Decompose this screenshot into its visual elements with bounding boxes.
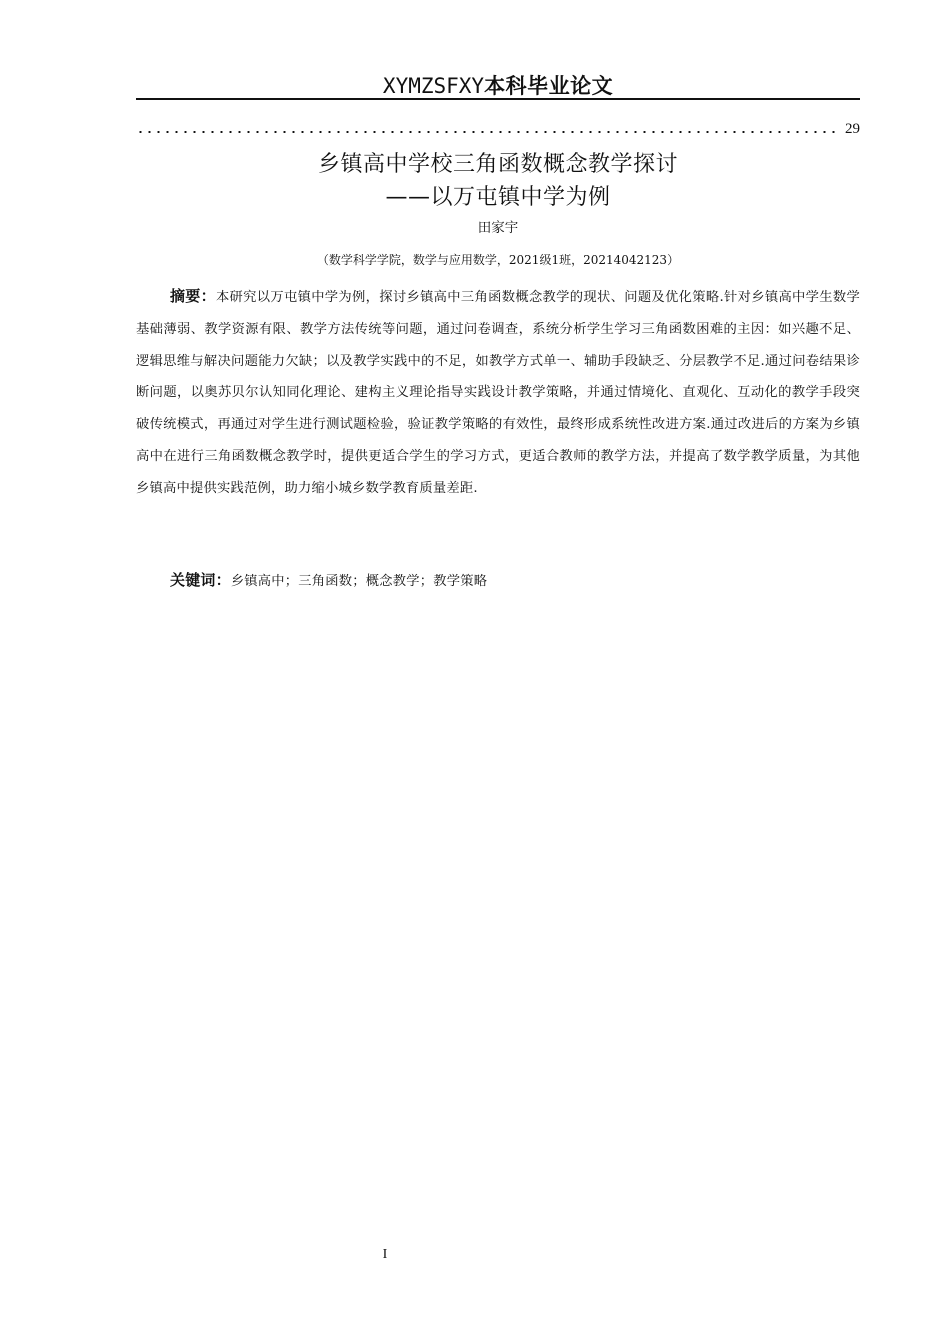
header-latin: XYMZSFXY xyxy=(382,74,485,98)
title-main: 乡镇高中学校三角函数概念教学探讨 xyxy=(317,152,678,177)
keywords xyxy=(136,566,860,596)
footer-page-number: I xyxy=(382,1247,388,1262)
author-name: 田家宇 xyxy=(477,220,519,236)
keywords-text: 乡镇高中；三角函数；概念教学；教学策略 xyxy=(230,574,488,589)
header-rule xyxy=(136,98,860,100)
toc-page-number: 29 xyxy=(845,121,860,137)
abstract-text: 本研究以万屯镇中学为例，探讨乡镇高中三角函数概念教学的现状、问题及优化策略.针对乡镇高中学生数学基础薄弱、教学资源有限、教学方法传统等问题，通过问卷调查，系统分析学生学习三角函数困难的主因：如兴趣不足、逻辑思维与解决问题能力欠缺；以及教学实践中的不足，如教学方式单一、辅助手段缺乏、分层教学不足.通过问卷结果诊断问题，以奥苏贝尔认知同化理论、建构主义理论指导实践设计教学策略，并通过情境化、直观化、互动化的教学手段突破传统模式，再通过对学生进行测试题检验，验证教学策略的有效性，最终形成系统性改进方案.通过改进后的方案为乡镇高中在进行三角函数概念教学时，提供更适合学生的学习方式，更适合教师的教学方法，并提高了数学教学质量，为其他乡镇高中提供实践范例，助力缩小城乡数学教育质量差距. xyxy=(136,290,860,496)
toc-leader-dots xyxy=(136,131,841,133)
header-chinese: 本科毕业论文 xyxy=(484,74,614,98)
running-header xyxy=(136,72,860,100)
abstract xyxy=(136,281,860,505)
keywords-label: 关键词： xyxy=(170,571,231,589)
author-affiliation: （数学科学学院，数学与应用数学，2021级1班，20214042123） xyxy=(316,253,680,267)
title-subtitle: ——以万屯镇中学为例 xyxy=(385,185,611,210)
abstract-label: 摘要： xyxy=(170,287,216,305)
paper-title xyxy=(136,148,860,214)
toc-entry xyxy=(136,116,860,138)
